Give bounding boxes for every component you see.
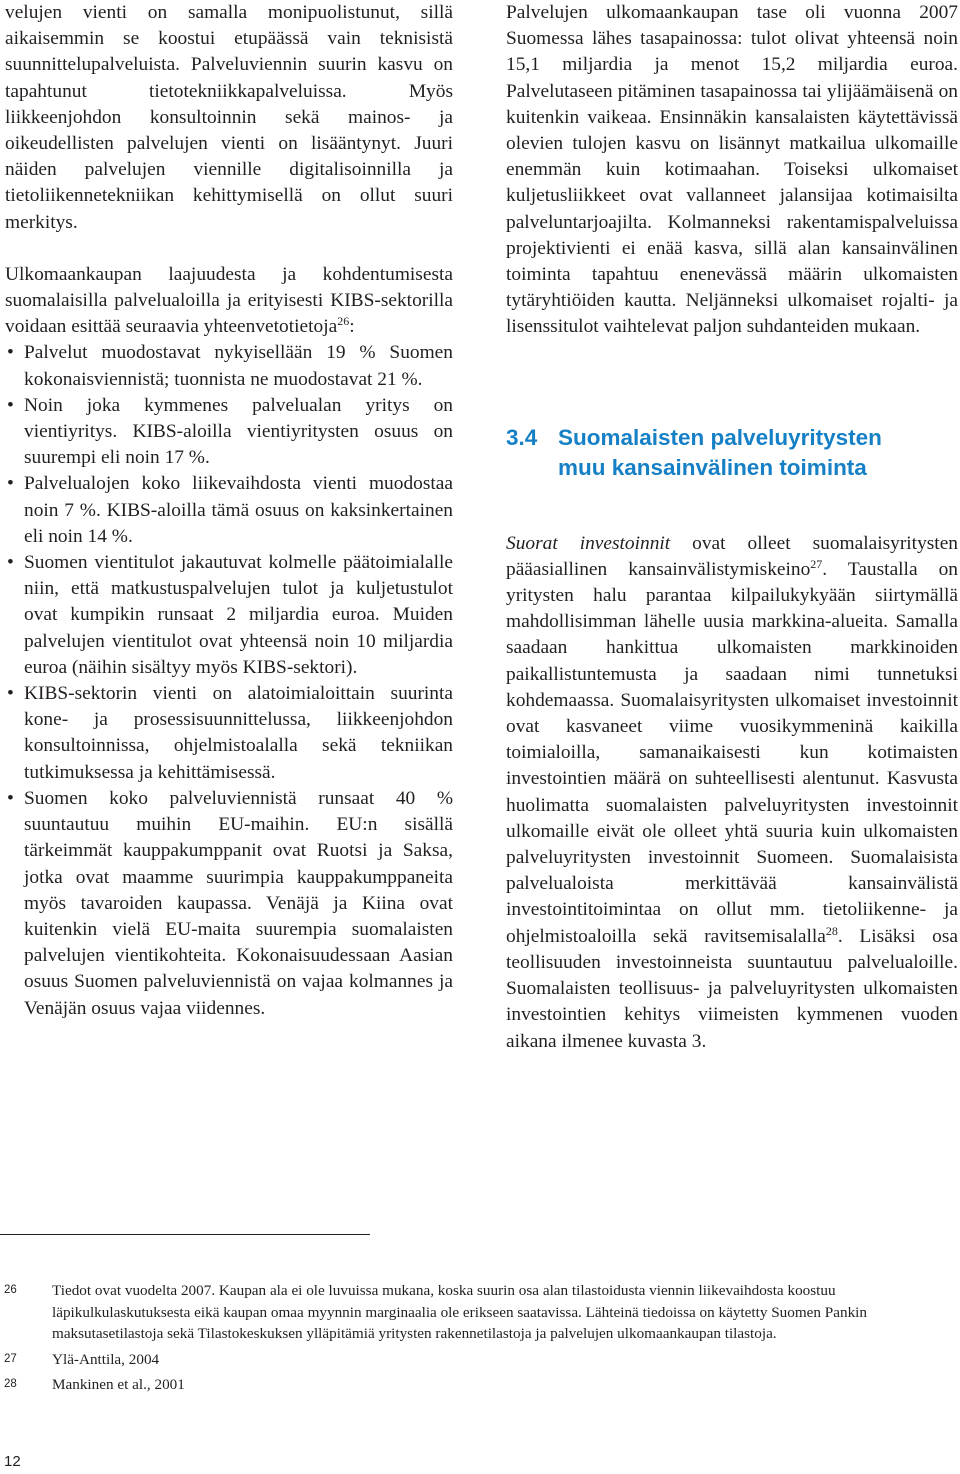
bullet-icon: •: [7, 787, 14, 809]
right-paragraph-2-text-b: . Taustalla on yritysten halu parantaa kilpailukykyään siirtymällä mahdollisimman lähelle uusia markkina-alueita. Samalla saadaan hankittua ulkomaisten markkinoiden paikallistuntemusta ja saadaan nimi tunnetuksi kohdemaassa. Suomalaisyritysten ulkomaiset investoinnit ovat kasvaneet viime vuosikymmeninä kaikilla toimialoilla, samanaikaisesti kun kotimaisten investointien määrä on suhteellisesti alentunut. Kasvusta huolimatta suomalaisten palveluyritysten investoinnit ulkomaille eivät ole olleet yhtä suuria kuin ulkomaisten palveluyritysten investoinnit Suomeen. Suomalaisista palvelualoista merkittävää kansainvälistä investointitoimintaa on ollut mm. tietoliikenne- ja ohjelmistoaloilla sekä ravitsemisalalla: [506, 558, 958, 947]
footnote-divider: [0, 1234, 370, 1235]
left-paragraph-1: velujen vienti on samalla monipuolistunut, sillä aikaisemmin se koostui etupäässä vain teknisistä suunnittelupalveluista. Palveluviennin suurin kasvu on tapahtunut tietotekniikkapalveluissa. Myös liikkeenjohdon konsultoinnin sekä mainos- ja oikeudellisten palvelujen vienti on lisääntynyt. Juuri näiden palvelujen viennille digitalisoinnilla ja tietoliikennetekniikan kehittymisellä on ollut suuri merkitys.: [5, 2, 453, 233]
bullet-text: Palvelut muodostavat nykyisellään 19 % Suomen kokonaisviennistä; tuonnista ne muodostavat 21 %.: [24, 342, 453, 390]
right-paragraph-2: [506, 531, 958, 1055]
section-title-line-1: Suomalaisten palveluyritysten: [558, 424, 882, 450]
left-paragraph-2: [5, 262, 453, 341]
footnote-text: Mankinen et al., 2001: [52, 1376, 185, 1394]
bullet-text: Suomen vientitulot jakautuvat kolmelle päätoimialalle niin, että matkustuspalvelujen tulot ja kuljetustulot ovat kumpikin runsaat 2 miljardia euroa. Muiden palvelujen vientitulot ovat yhteensä noin 10 miljardia euroa (näihin sisältyy myös KIBS-sektori).: [24, 552, 453, 678]
italic-term: Suorat investoinnit: [506, 532, 671, 554]
left-paragraph-2-text: Ulkomaankaupan laajuudesta ja kohdentumisesta suomalaisilla palvelualoilla ja erityisesti KIBS-sektorilla voidaan esittää seuraavia yhteenvetotietoja: [5, 263, 453, 338]
footnote-text: Ylä-Anttila, 2004: [52, 1350, 160, 1368]
bullet-item: [5, 340, 453, 392]
page-number: 12: [4, 1453, 21, 1470]
footnotes: [0, 1280, 955, 1400]
bullet-text: Suomen koko palveluviennistä runsaat 40 % suuntautuu muihin EU-maihin. EU:n sisällä tärkeimmät kauppakumppanit ovat Ruotsi ja Saksa, jotka ovat maamme suurimpia kauppakumppaneita myös tavaroiden kaupassa. Venäjä ja Kiina ovat kuitenkin vielä EU-maita suurempia suomalaisten palvelujen vientikohteita. Kokonaisuudessaan Aasian osuus Suomen palveluviennistä on vajaa kolmannes ja Venäjän osuus vajaa viidennes.: [24, 787, 453, 1019]
footnote-28: [0, 1374, 955, 1396]
bullet-item: [5, 393, 453, 472]
right-paragraph-1: Palvelujen ulkomaankaupan tase oli vuonna 2007 Suomessa lähes tasapainossa: tulot olivat yhteensä noin 15,1 miljardia ja menot 15,2 miljardia euroa. Palvelutaseen pitäminen tasapainossa tai ylijäämäisenä on kuitenkin vaikeaa. Ensinnäkin kansalaisten käytettävissä olevien tulojen kasvu on lisännyt matkailua ulkomaille enemmän kuin kotimaahan. Toiseksi ulkomaiset kuljetusliikkeet ovat vallanneet jalansijaa kotimaisilta palveluntarjoajilta. Kolmanneksi rakentamispalveluissa projektivienti ei enää kasva, sillä alan kansainvälinen toiminta tapahtuu enenevässä määrin ulkomaisten tytäryhtiöiden kautta. Neljänneksi ulkomaiset rojalti- ja lisenssitulot vaihtelevat paljon suhdanteiden mukaan.: [506, 2, 958, 338]
footnote-ref-28[interactable]: 28: [825, 923, 838, 938]
left-paragraph-2-end: :: [349, 316, 355, 338]
footnote-number: 26: [4, 1284, 17, 1296]
bullet-icon: •: [7, 342, 14, 364]
bullet-text: Palvelualojen koko liikevaihdosta vienti muodostaa noin 7 %. KIBS-aloilla tämä osuus on kaksinkertainen eli noin 14 %.: [24, 473, 453, 547]
section-title-line-2: muu kansainvälinen toiminta: [558, 454, 867, 480]
section-number: 3.4: [506, 424, 538, 450]
footnote-ref-27[interactable]: 27: [810, 556, 823, 571]
left-column: [5, 0, 453, 1022]
footnote-27: [0, 1349, 955, 1371]
right-column: [506, 0, 958, 1055]
bullet-item: [5, 550, 453, 681]
footnote-26: [0, 1280, 955, 1345]
bullet-text: KIBS-sektorin vienti on alatoimialoittain suurinta kone- ja prosessisuunnittelussa, liikkeenjohdon konsultoinnissa, ohjelmistoalalla sekä tekniikan tutkimuksessa ja kehittämisessä.: [24, 683, 453, 783]
footnote-number: 27: [4, 1352, 17, 1365]
footnote-number: 28: [4, 1378, 17, 1391]
bullet-item: [5, 786, 453, 1022]
bullet-icon: •: [7, 473, 14, 495]
footnote-ref-26[interactable]: 26: [337, 314, 350, 329]
bullet-icon: •: [7, 552, 14, 574]
bullet-item: [5, 471, 453, 550]
bullet-icon: •: [7, 394, 14, 416]
bullet-icon: •: [7, 683, 14, 705]
right-paragraph-2-text-a: ovat olleet suomalaisyritysten pääasiallinen kansainvälistymiskeino: [506, 532, 958, 580]
section-heading: [506, 423, 958, 483]
right-paragraph-2-text-c: . Lisäksi osa teollisuuden investoinneista suuntautuu palvelualoille. Suomalaisten teollisuus- ja palveluyritysten ulkomaisten investointien kehitys viimeisten kymmenen vuoden aikana ilmenee kuvasta 3.: [506, 925, 958, 1052]
bullet-item: [5, 681, 453, 786]
bullet-list: [5, 340, 453, 1021]
footnote-text: Tiedot ovat vuodelta 2007. Kaupan ala ei ole luvuissa mukana, koska suurin osa alan tilastoidusta viennin liikevaihdosta koostuu läpikulkulaskutuksesta eikä kaupan omaa myynnin marginaalia ole erikseen saatavissa. Lähteinä tiedoissa on käytetty Suomen Pankin maksutasetilastoja sekä Tilastokeskuksen ylläpitämiä yritysten rakennetilastoja ja palvelujen ulkomaankaupan tilastoja.: [52, 1282, 867, 1343]
bullet-text: Noin joka kymmenes palvelualan yritys on vientiyritys. KIBS-aloilla vientiyritysten osuus on suurempi eli noin 17 %.: [24, 394, 453, 469]
